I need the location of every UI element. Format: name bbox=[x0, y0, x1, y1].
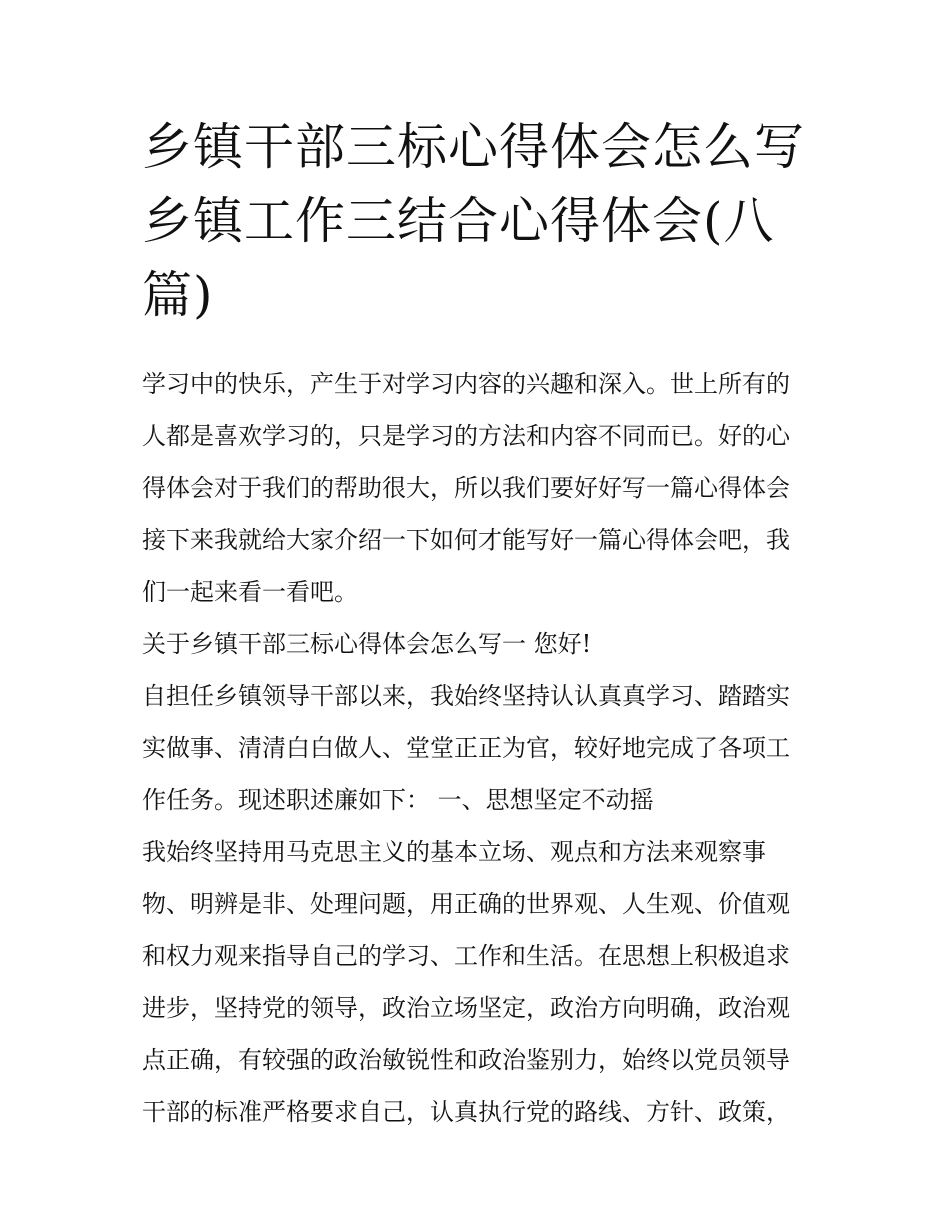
intro-paragraph bbox=[142, 358, 814, 618]
text-line: 自担任乡镇领导干部以来，我始终坚持认认真真学习、踏踏实 bbox=[142, 682, 790, 710]
text-line: 们一起来看一看吧。 bbox=[142, 578, 358, 606]
text-line: 实做事、清清白白做人、堂堂正正为官，较好地完成了各项工 bbox=[142, 734, 790, 762]
text-line: 物、明辨是非、处理问题，用正确的世界观、人生观、价值观 bbox=[142, 890, 790, 918]
text-line: 点正确，有较强的政治敏锐性和政治鉴别力，始终以党员领导 bbox=[142, 1046, 790, 1074]
text-line: 接下来我就给大家介绍一下如何才能写好一篇心得体会吧，我 bbox=[142, 526, 790, 554]
text-line: 我始终坚持用马克思主义的基本立场、观点和方法来观察事 bbox=[142, 838, 766, 866]
text-line: 关于乡镇干部三标心得体会怎么写一 您好! bbox=[142, 630, 592, 658]
text-line: 和权力观来指导自己的学习、工作和生活。在思想上积极追求 bbox=[142, 942, 790, 970]
text-line: 学习中的快乐，产生于对学习内容的兴趣和深入。世上所有的 bbox=[142, 370, 790, 398]
text-line: 作任务。现述职述廉如下： 一、思想坚定不动摇 bbox=[142, 786, 654, 814]
title-line: 乡镇工作三结合心得体会(八 bbox=[142, 192, 775, 250]
body-paragraph bbox=[142, 670, 814, 826]
document-body bbox=[142, 110, 814, 1138]
title-line: 篇) bbox=[142, 266, 214, 324]
text-line: 得体会对于我们的帮助很大，所以我们要好好写一篇心得体会 bbox=[142, 474, 790, 502]
section-heading-paragraph bbox=[142, 618, 814, 670]
document-title bbox=[142, 110, 814, 332]
text-line: 进步，坚持党的领导，政治立场坚定，政治方向明确，政治观 bbox=[142, 994, 790, 1022]
body-paragraph bbox=[142, 826, 814, 1138]
text-line: 人都是喜欢学习的，只是学习的方法和内容不同而已。好的心 bbox=[142, 422, 790, 450]
text-line: 干部的标准严格要求自己，认真执行党的路线、方针、政策， bbox=[142, 1098, 790, 1126]
title-line: 乡镇干部三标心得体会怎么写 bbox=[142, 118, 805, 176]
